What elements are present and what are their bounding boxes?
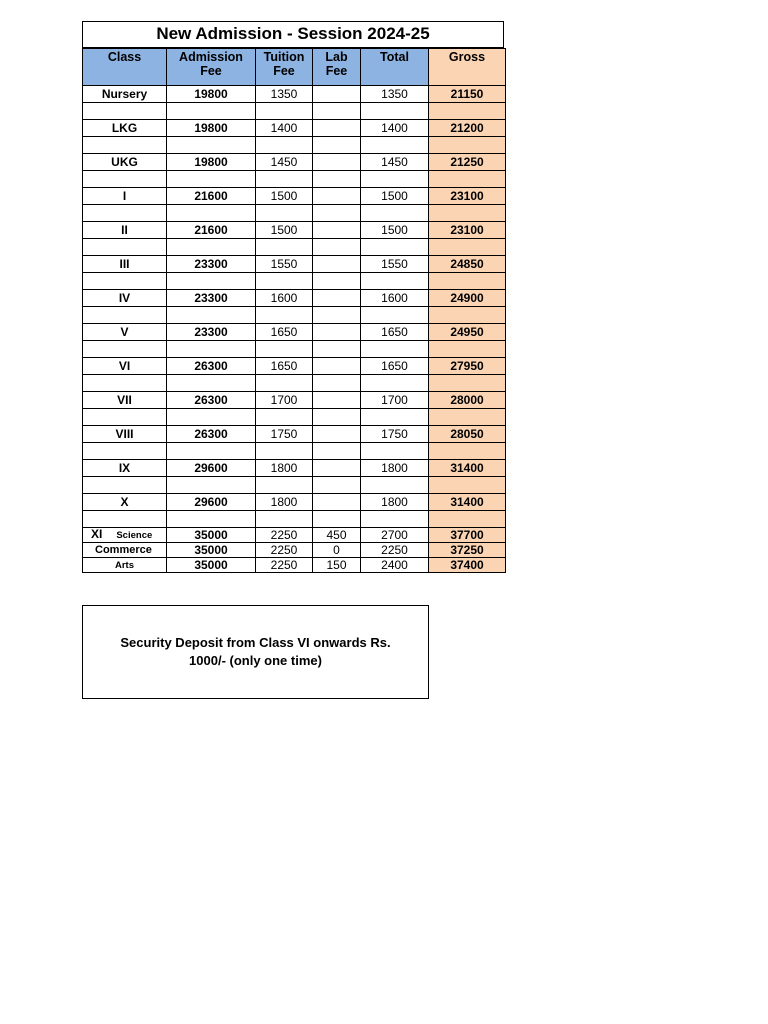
lab-fee-cell: 0 [313, 543, 361, 558]
total-cell: 1450 [361, 154, 429, 171]
empty-cell [256, 443, 313, 460]
tuition-fee-cell: 1450 [256, 154, 313, 171]
table-row [83, 154, 506, 171]
empty-gross-cell [429, 205, 506, 222]
lab-fee-cell [313, 256, 361, 273]
empty-cell [83, 477, 167, 494]
class-cell: VI [83, 358, 167, 375]
empty-cell [83, 307, 167, 324]
lab-fee-cell [313, 426, 361, 443]
empty-cell [256, 103, 313, 120]
empty-cell [256, 409, 313, 426]
empty-cell [167, 239, 256, 256]
admission-fee-cell: 29600 [167, 494, 256, 511]
tuition-fee-cell: 1650 [256, 358, 313, 375]
gross-cell: 21150 [429, 86, 506, 103]
header-class: Class [83, 49, 167, 86]
empty-cell [167, 137, 256, 154]
admission-fee-cell: 23300 [167, 290, 256, 307]
stream-label: Commerce [95, 544, 152, 556]
tuition-fee-cell: 1800 [256, 460, 313, 477]
total-cell: 1800 [361, 494, 429, 511]
spacer-row [83, 375, 506, 392]
spacer-row [83, 137, 506, 154]
gross-cell: 23100 [429, 188, 506, 205]
admission-fee-cell: 23300 [167, 324, 256, 341]
admission-fee-cell: 21600 [167, 188, 256, 205]
stream-label: Arts [115, 560, 135, 571]
empty-gross-cell [429, 273, 506, 290]
empty-cell [256, 477, 313, 494]
empty-gross-cell [429, 103, 506, 120]
empty-cell [361, 137, 429, 154]
gross-cell: 23100 [429, 222, 506, 239]
empty-cell [167, 511, 256, 528]
class-cell: IV [83, 290, 167, 307]
spacer-row [83, 205, 506, 222]
spacer-row [83, 307, 506, 324]
class-cell [83, 558, 167, 573]
empty-cell [256, 273, 313, 290]
table-row [83, 358, 506, 375]
tuition-fee-cell: 1800 [256, 494, 313, 511]
empty-cell [361, 273, 429, 290]
empty-cell [361, 375, 429, 392]
empty-cell [167, 273, 256, 290]
tuition-fee-cell: 1600 [256, 290, 313, 307]
gross-cell: 24850 [429, 256, 506, 273]
admission-fee-cell: 35000 [167, 558, 256, 573]
total-cell: 1400 [361, 120, 429, 137]
fee-table [82, 48, 506, 573]
spacer-row [83, 511, 506, 528]
table-row [83, 392, 506, 409]
tuition-fee-cell: 1400 [256, 120, 313, 137]
empty-cell [313, 375, 361, 392]
empty-cell [83, 239, 167, 256]
lab-fee-cell [313, 154, 361, 171]
empty-cell [256, 375, 313, 392]
admission-fee-cell: 26300 [167, 358, 256, 375]
total-cell: 1500 [361, 222, 429, 239]
empty-cell [313, 103, 361, 120]
empty-gross-cell [429, 341, 506, 358]
stream-label: Science [116, 530, 153, 541]
tuition-fee-cell: 1500 [256, 188, 313, 205]
empty-cell [361, 477, 429, 494]
total-cell: 1750 [361, 426, 429, 443]
empty-gross-cell [429, 375, 506, 392]
tuition-fee-cell: 1500 [256, 222, 313, 239]
spacer-row [83, 443, 506, 460]
empty-cell [361, 171, 429, 188]
table-row [83, 188, 506, 205]
empty-cell [313, 341, 361, 358]
lab-fee-cell: 150 [313, 558, 361, 573]
empty-cell [167, 341, 256, 358]
gross-cell: 37400 [429, 558, 506, 573]
page-title: New Admission - Session 2024-25 [82, 21, 504, 48]
total-cell: 1800 [361, 460, 429, 477]
empty-gross-cell [429, 239, 506, 256]
total-cell: 2400 [361, 558, 429, 573]
tuition-fee-cell: 1700 [256, 392, 313, 409]
admission-fee-cell: 21600 [167, 222, 256, 239]
spacer-row [83, 171, 506, 188]
total-cell: 1500 [361, 188, 429, 205]
table-row [83, 324, 506, 341]
empty-cell [361, 409, 429, 426]
empty-cell [83, 341, 167, 358]
table-row [83, 222, 506, 239]
lab-fee-cell [313, 290, 361, 307]
empty-cell [313, 171, 361, 188]
empty-cell [83, 273, 167, 290]
lab-fee-cell [313, 120, 361, 137]
empty-cell [167, 409, 256, 426]
table-row [83, 494, 506, 511]
total-cell: 1650 [361, 358, 429, 375]
class-cell [83, 543, 167, 558]
empty-cell [256, 511, 313, 528]
empty-cell [313, 239, 361, 256]
gross-cell: 21200 [429, 120, 506, 137]
table-row [83, 290, 506, 307]
empty-cell [83, 205, 167, 222]
header-tuition-fee: Tuition Fee [256, 49, 313, 86]
class-cell: LKG [83, 120, 167, 137]
empty-gross-cell [429, 443, 506, 460]
empty-cell [167, 307, 256, 324]
empty-cell [83, 511, 167, 528]
empty-cell [83, 409, 167, 426]
empty-cell [313, 307, 361, 324]
empty-cell [313, 273, 361, 290]
total-cell: 2700 [361, 528, 429, 543]
empty-cell [361, 307, 429, 324]
empty-cell [167, 477, 256, 494]
empty-gross-cell [429, 307, 506, 324]
table-header-row [83, 49, 506, 86]
class-cell: UKG [83, 154, 167, 171]
spacer-row [83, 273, 506, 290]
gross-cell: 31400 [429, 460, 506, 477]
empty-cell [83, 443, 167, 460]
tuition-fee-cell: 1550 [256, 256, 313, 273]
lab-fee-cell: 450 [313, 528, 361, 543]
empty-cell [256, 137, 313, 154]
table-row-xi [83, 558, 506, 573]
empty-cell [361, 341, 429, 358]
table-row [83, 120, 506, 137]
class-cell: I [83, 188, 167, 205]
spacer-row [83, 409, 506, 426]
empty-cell [256, 239, 313, 256]
empty-cell [83, 171, 167, 188]
empty-cell [313, 477, 361, 494]
admission-fee-cell: 23300 [167, 256, 256, 273]
tuition-fee-cell: 2250 [256, 558, 313, 573]
total-cell: 1550 [361, 256, 429, 273]
class-cell: Nursery [83, 86, 167, 103]
lab-fee-cell [313, 222, 361, 239]
total-cell: 1700 [361, 392, 429, 409]
class-cell: III [83, 256, 167, 273]
admission-fee-cell: 26300 [167, 426, 256, 443]
empty-gross-cell [429, 137, 506, 154]
empty-cell [256, 205, 313, 222]
admission-fee-cell: 29600 [167, 460, 256, 477]
spacer-row [83, 341, 506, 358]
admission-fee-cell: 26300 [167, 392, 256, 409]
total-cell: 1350 [361, 86, 429, 103]
header-gross: Gross [429, 49, 506, 86]
empty-cell [167, 103, 256, 120]
empty-cell [83, 375, 167, 392]
tuition-fee-cell: 2250 [256, 528, 313, 543]
empty-cell [313, 137, 361, 154]
class-cell: VII [83, 392, 167, 409]
empty-cell [313, 205, 361, 222]
lab-fee-cell [313, 86, 361, 103]
table-row [83, 460, 506, 477]
security-deposit-note: Security Deposit from Class VI onwards Rs. 1000/- (only one time) [82, 605, 429, 699]
table-row-xi [83, 528, 506, 543]
gross-cell: 28000 [429, 392, 506, 409]
gross-cell: 37250 [429, 543, 506, 558]
empty-cell [167, 443, 256, 460]
total-cell: 1600 [361, 290, 429, 307]
gross-cell: 21250 [429, 154, 506, 171]
admission-fee-cell: 19800 [167, 154, 256, 171]
empty-cell [313, 443, 361, 460]
gross-cell: 31400 [429, 494, 506, 511]
header-admission-fee: Admission Fee [167, 49, 256, 86]
empty-cell [361, 239, 429, 256]
empty-cell [256, 341, 313, 358]
tuition-fee-cell: 2250 [256, 543, 313, 558]
lab-fee-cell [313, 392, 361, 409]
table-row [83, 86, 506, 103]
empty-cell [361, 205, 429, 222]
lab-fee-cell [313, 188, 361, 205]
admission-fee-cell: 19800 [167, 86, 256, 103]
header-lab-fee: Lab Fee [313, 49, 361, 86]
admission-fee-cell: 35000 [167, 543, 256, 558]
empty-cell [361, 443, 429, 460]
table-row [83, 256, 506, 273]
table-row-xi [83, 543, 506, 558]
empty-cell [167, 375, 256, 392]
empty-cell [256, 307, 313, 324]
lab-fee-cell [313, 460, 361, 477]
tuition-fee-cell: 1650 [256, 324, 313, 341]
class-cell [83, 528, 167, 543]
admission-fee-cell: 35000 [167, 528, 256, 543]
lab-fee-cell [313, 358, 361, 375]
class-label: XI [91, 527, 103, 541]
empty-cell [167, 205, 256, 222]
empty-cell [313, 409, 361, 426]
spacer-row [83, 477, 506, 494]
class-cell: IX [83, 460, 167, 477]
empty-gross-cell [429, 409, 506, 426]
lab-fee-cell [313, 324, 361, 341]
empty-cell [361, 511, 429, 528]
total-cell: 2250 [361, 543, 429, 558]
tuition-fee-cell: 1750 [256, 426, 313, 443]
tuition-fee-cell: 1350 [256, 86, 313, 103]
class-cell: X [83, 494, 167, 511]
empty-cell [83, 137, 167, 154]
spacer-row [83, 103, 506, 120]
lab-fee-cell [313, 494, 361, 511]
table-row [83, 426, 506, 443]
empty-cell [256, 171, 313, 188]
gross-cell: 27950 [429, 358, 506, 375]
gross-cell: 24950 [429, 324, 506, 341]
admission-fee-cell: 19800 [167, 120, 256, 137]
empty-gross-cell [429, 511, 506, 528]
class-cell: V [83, 324, 167, 341]
gross-cell: 37700 [429, 528, 506, 543]
gross-cell: 24900 [429, 290, 506, 307]
empty-cell [83, 103, 167, 120]
spacer-row [83, 239, 506, 256]
header-total: Total [361, 49, 429, 86]
total-cell: 1650 [361, 324, 429, 341]
class-cell: VIII [83, 426, 167, 443]
empty-cell [313, 511, 361, 528]
class-cell: II [83, 222, 167, 239]
empty-gross-cell [429, 171, 506, 188]
empty-cell [167, 171, 256, 188]
gross-cell: 28050 [429, 426, 506, 443]
empty-cell [361, 103, 429, 120]
empty-gross-cell [429, 477, 506, 494]
